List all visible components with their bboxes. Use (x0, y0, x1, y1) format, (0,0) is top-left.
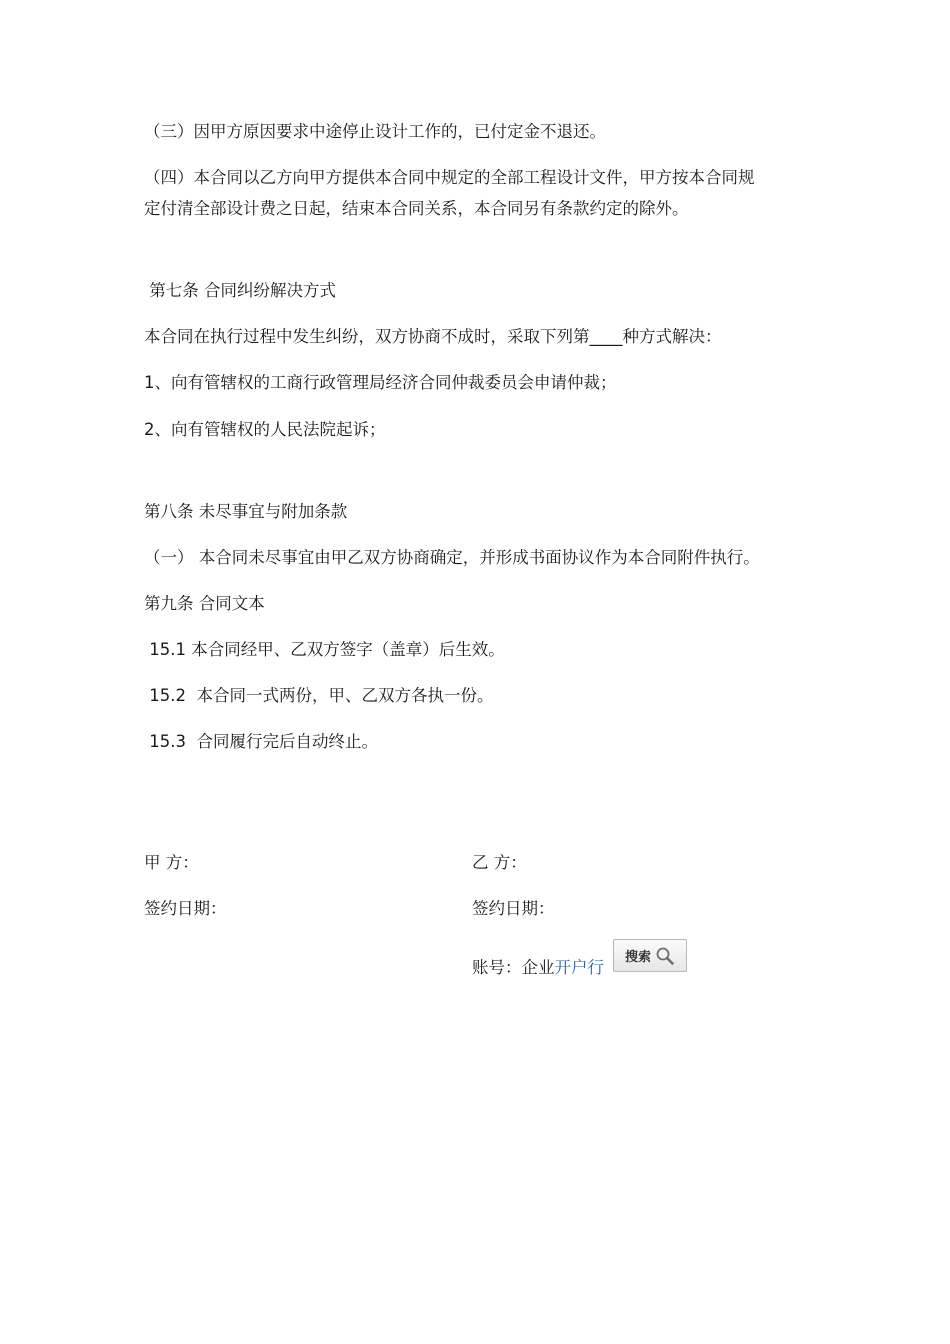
paragraph-3: （三）因甲方原因要求中途停止设计工作的，已付定金不退还。 (144, 122, 606, 141)
clause-15-1: 15.1 本合同经甲、乙双方签字（盖章）后生效。 (144, 640, 505, 659)
bank-link[interactable]: 开户行 (554, 958, 604, 977)
article-8-heading: 第八条 未尽事宜与附加条款 (144, 502, 348, 521)
magnifier-icon (655, 946, 675, 966)
paragraph-4-line-2: 定付清全部设计费之日起，结束本合同关系，本合同另有条款约定的除外。 (144, 199, 689, 218)
party-b-label: 乙 方： (472, 853, 527, 872)
article-7-option-2: 2、向有管辖权的人民法院起诉； (144, 420, 386, 439)
article-7-option-1: 1、向有管辖权的工商行政管理局经济合同仲裁委员会申请仲裁； (144, 373, 617, 392)
account-line (472, 957, 604, 979)
article-8-item-1: （一） 本合同未尽事宜由甲乙双方协商确定，并形成书面协议作为本合同附件执行。 (144, 548, 760, 567)
party-a-label: 甲 方： (144, 853, 199, 872)
party-a-date-label: 签约日期： (144, 899, 227, 918)
party-b-date-label: 签约日期： (472, 899, 555, 918)
account-label: 账号：企业 (472, 958, 555, 977)
clause-15-2: 15.2 本合同一式两份，甲、乙双方各执一份。 (144, 686, 494, 705)
article-7-heading: 第七条 合同纠纷解决方式 (144, 281, 336, 300)
search-button[interactable] (613, 939, 687, 972)
article-9-heading: 第九条 合同文本 (144, 594, 265, 613)
article-7-intro: 本合同在执行过程中发生纠纷，双方协商不成时，采取下列第____种方式解决： (144, 327, 722, 346)
paragraph-4-line-1: （四）本合同以乙方向甲方提供本合同中规定的全部工程设计文件，甲方按本合同规 (144, 168, 755, 187)
clause-15-3: 15.3 合同履行完后自动终止。 (144, 732, 378, 751)
search-button-label: 搜索 (624, 950, 651, 965)
